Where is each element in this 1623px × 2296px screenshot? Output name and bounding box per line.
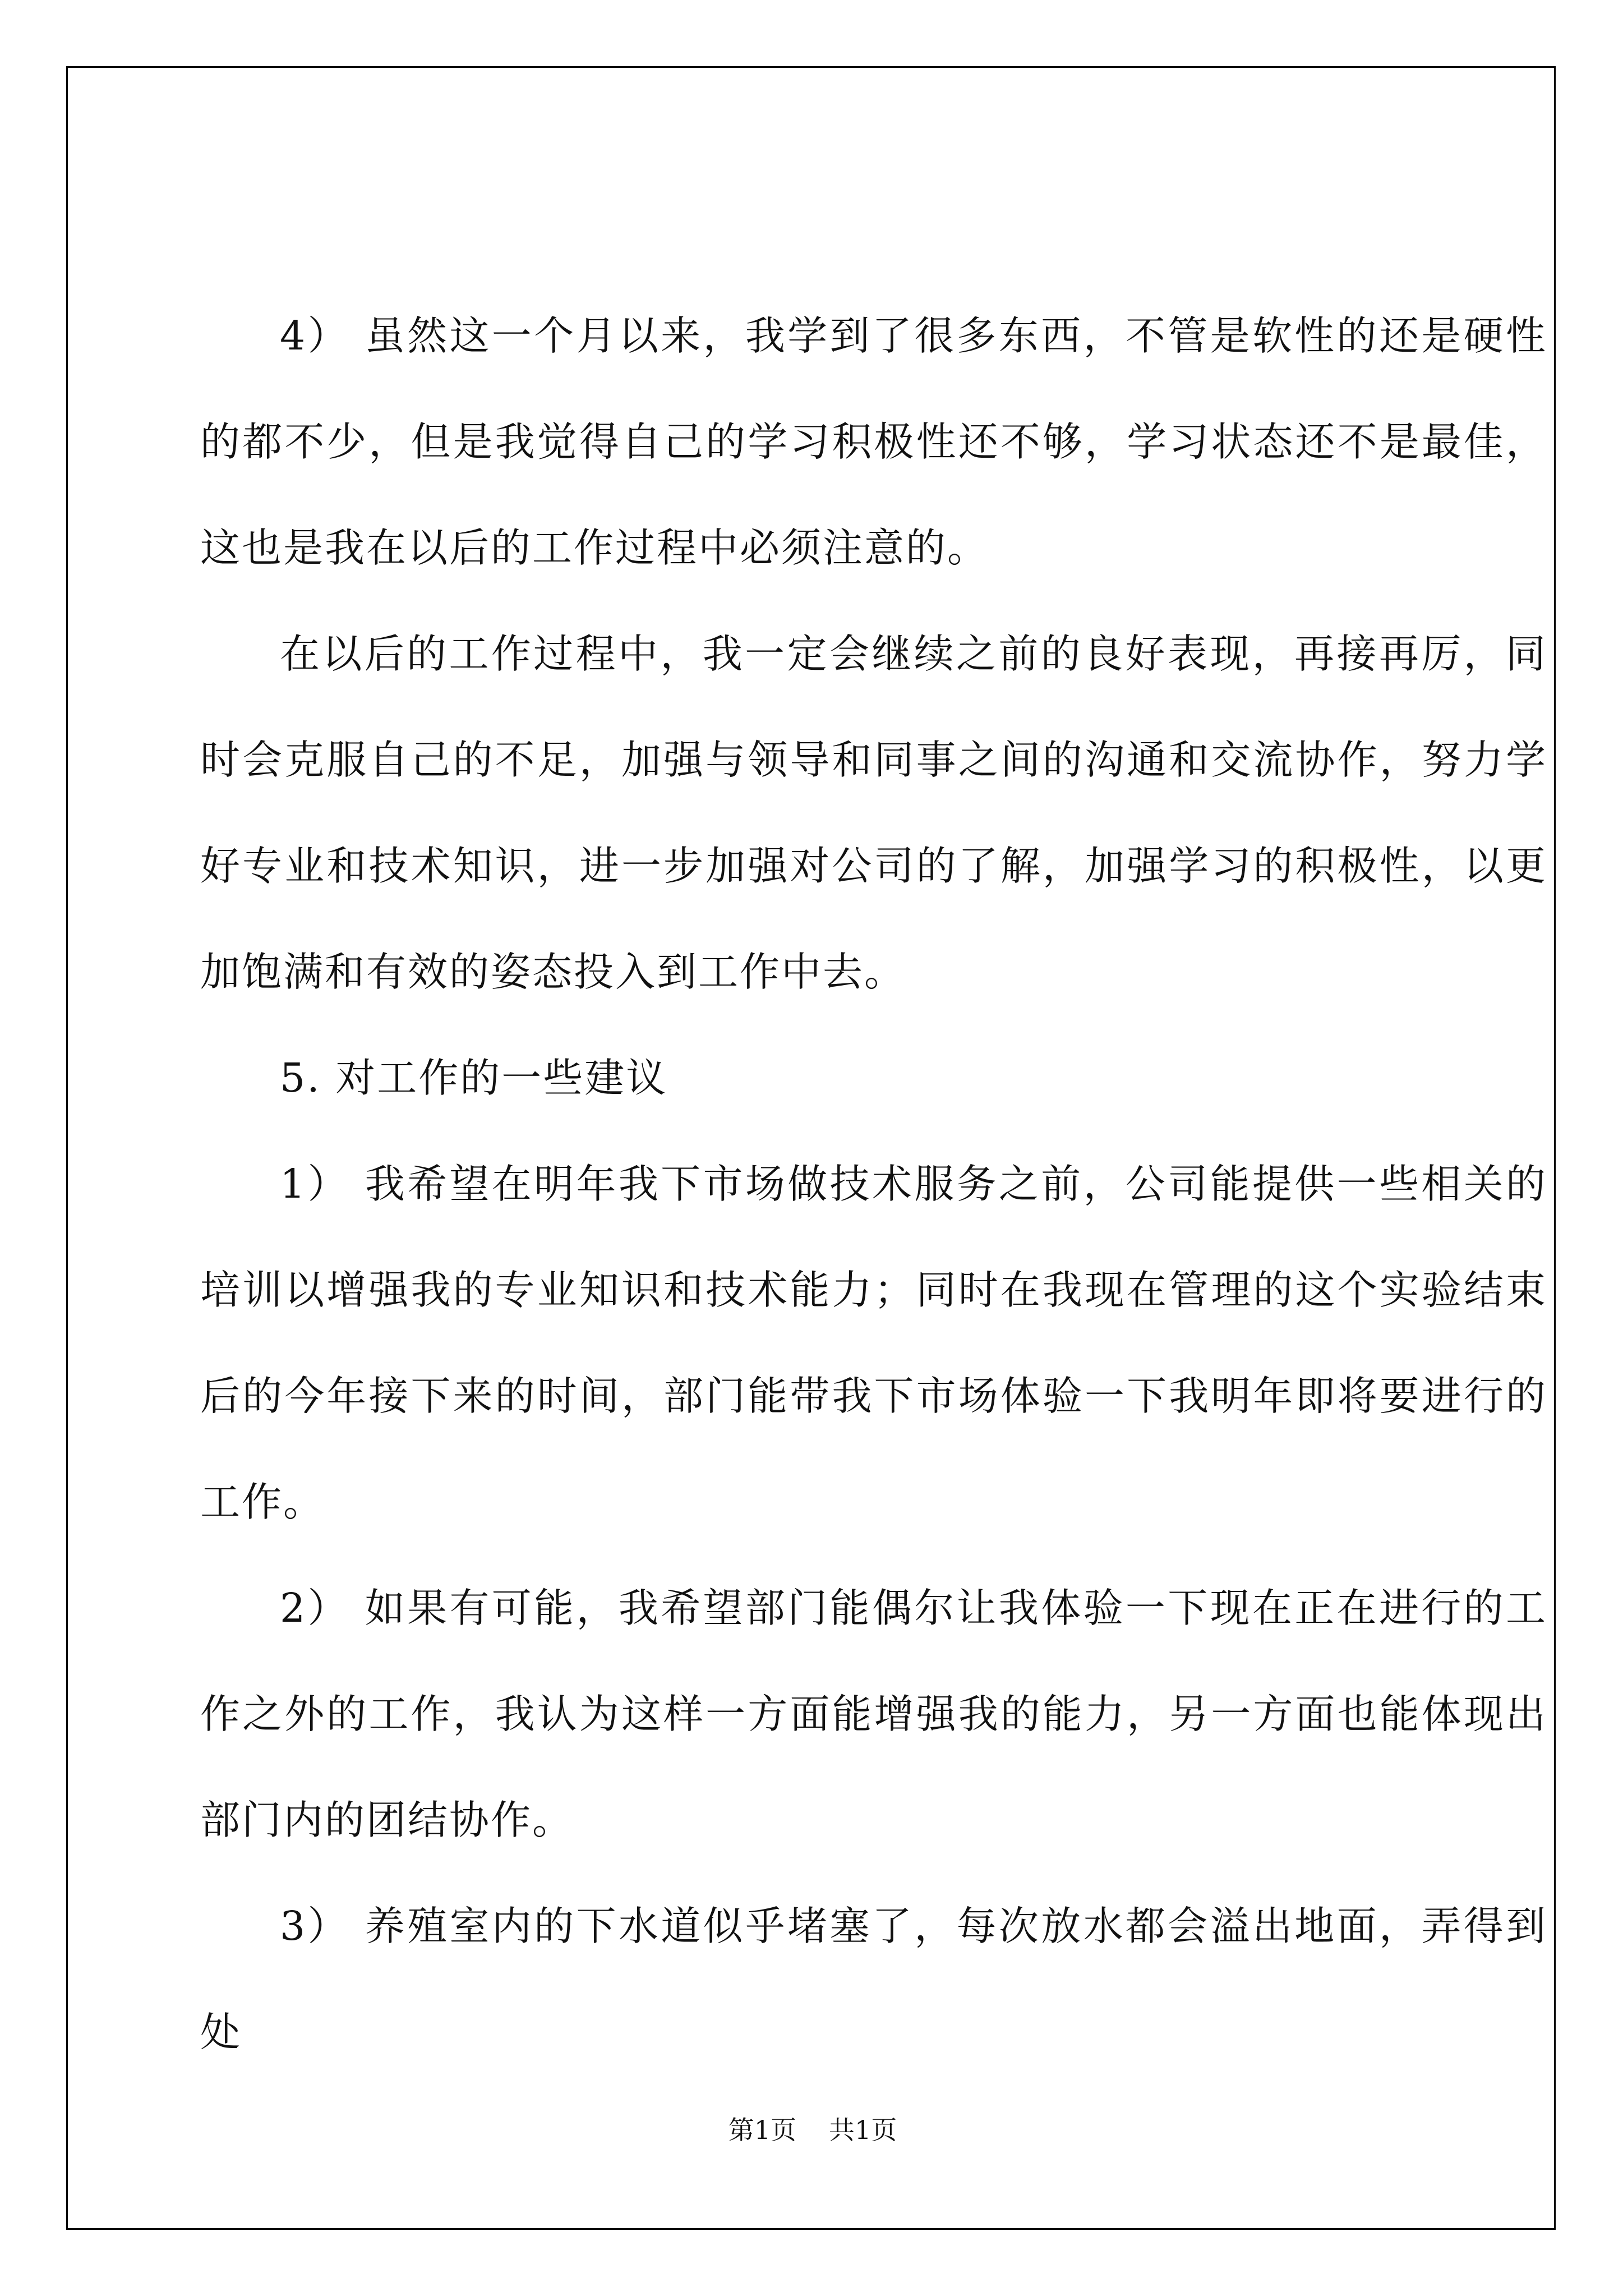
section-heading-suggestions: 5. 对工作的一些建议 [280, 1055, 668, 1101]
page-total: 共1页 [829, 2115, 897, 2145]
paragraph-suggestion-3: 3） 养殖室内的下水道似乎堵塞了，每次放水都会溢出地面，弄得到处 [200, 1903, 1547, 2055]
page-number: 第1页 [728, 2115, 796, 2145]
paragraph-suggestion-2: 2） 如果有可能，我希望部门能偶尔让我体验一下现在正在进行的工作之外的工作，我认为这样一方面能增强我的能力，另一方面也能体现出部门内的团结协作。 [200, 1585, 1547, 1843]
page-frame [66, 66, 1556, 2230]
paragraph-point-4: 4） 虽然这一个月以来，我学到了很多东西，不管是软性的还是硬性的都不少，但是我觉得自己的学习积极性还不够，学习状态还不是最佳，这也是我在以后的工作过程中必须注意的。 [200, 312, 1547, 571]
document-body [200, 68, 1547, 2085]
page-footer [68, 2110, 1557, 2147]
paragraph-future-plan: 在以后的工作过程中，我一定会继续之前的良好表现，再接再厉，同时会克服自己的不足，加强与领导和同事之间的沟通和交流协作，努力学好专业和技术知识，进一步加强对公司的了解，加强学习的积极性，以更加饱满和有效的姿态投入到工作中去。 [200, 631, 1547, 995]
paragraph-suggestion-1: 1） 我希望在明年我下市场做技术服务之前，公司能提供一些相关的培训以增强我的专业知识和技术能力；同时在我现在管理的这个实验结束后的今年接下来的时间，部门能带我下市场体验一下我明年即将要进行的工作。 [200, 1161, 1547, 1525]
